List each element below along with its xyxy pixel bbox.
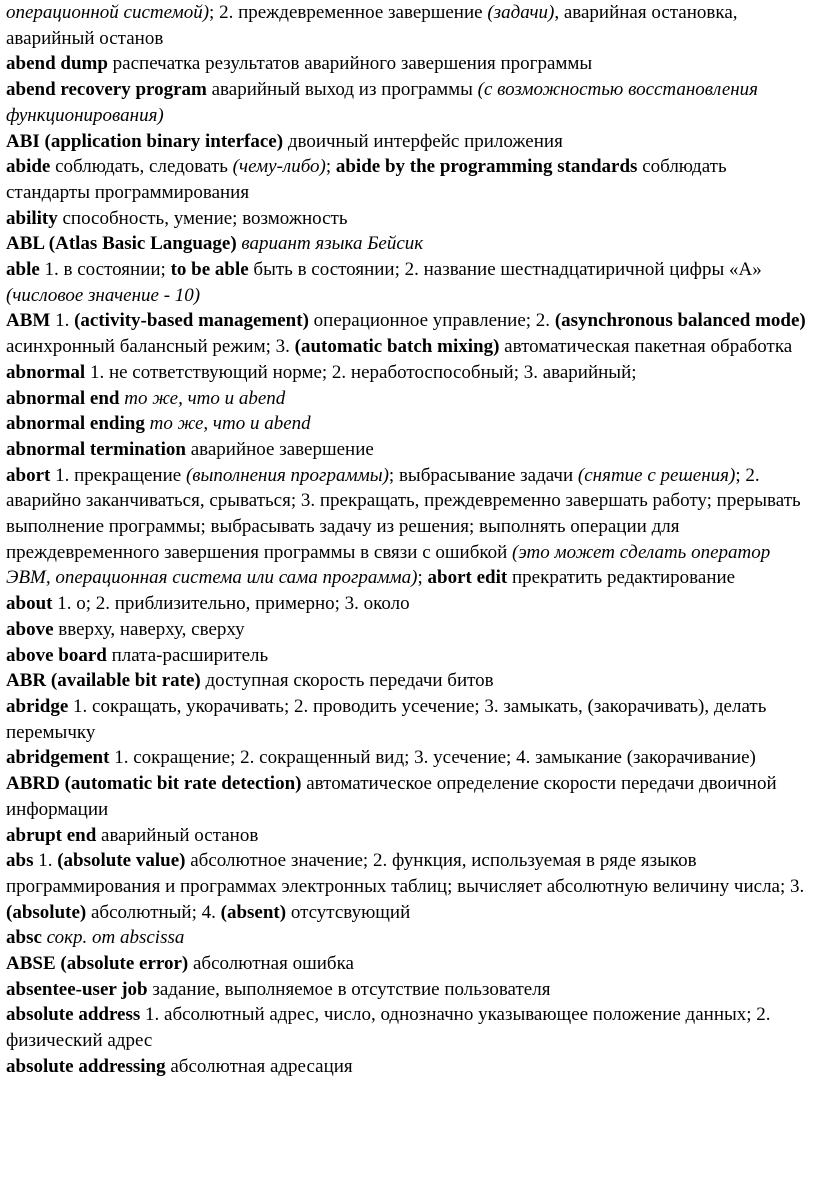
entry-term: abide — [6, 156, 51, 178]
dictionary-entry — [6, 308, 810, 359]
entry-definition: доступная скорость передачи битов — [200, 670, 494, 692]
entry-term: (absent) — [220, 901, 287, 923]
entry-note: (задачи) — [487, 2, 555, 23]
entry-term: (automatic batch mixing) — [294, 336, 500, 358]
entry-note: (числовое значение - 10) — [6, 284, 201, 306]
entry-term: ABI (application binary interface) — [6, 130, 284, 152]
entry-note: операционной системой) — [6, 2, 210, 23]
entry-term: abnormal end — [6, 387, 120, 409]
dictionary-entry — [6, 386, 810, 412]
entry-definition: , аварийная остановка, аварийный останов — [6, 2, 738, 49]
entry-definition: ; 2. аварийно заканчиваться, срываться; 3. прекращать, преждевременно завершать работу; прерывать выполнение программы; выбрасывать задачу из решения; выполнять операции для преждевременного завершения программы в связи с ошибкой — [6, 464, 801, 563]
entry-definition: абсолютный; 4. — [86, 901, 221, 923]
entry-term: to be able — [170, 259, 249, 281]
entry-note: вариант языка Бейсик — [241, 233, 424, 255]
entry-definition: 1. прекращение — [50, 464, 186, 486]
entry-term: absentee-user job — [6, 978, 148, 1000]
entry-definition: вверху, наверху, сверху — [53, 618, 245, 640]
dictionary-entry — [6, 694, 810, 745]
entry-term: above — [6, 618, 54, 640]
entry-note: (выполнения программы) — [185, 464, 389, 486]
dictionary-entry — [6, 77, 810, 128]
entry-definition: 1. — [50, 310, 75, 332]
entry-definition: операционное управление; 2. — [308, 310, 555, 332]
entry-term: (absolute) — [6, 901, 87, 923]
entry-term: abridgement — [6, 747, 110, 769]
entry-definition: плата-расширитель — [106, 644, 269, 666]
entry-term: able — [6, 259, 40, 281]
entry-term: absc — [6, 927, 42, 949]
entry-definition: асинхронный балансный режим; 3. — [6, 336, 295, 358]
entry-definition: ; — [417, 567, 428, 589]
entry-term: ABSE (absolute error) — [6, 953, 189, 975]
dictionary-entry — [6, 643, 810, 669]
entry-term: abort edit — [427, 567, 508, 589]
dictionary-entry — [6, 1054, 810, 1080]
entry-definition: абсолютная адресация — [165, 1055, 353, 1077]
entry-definition: ; — [325, 156, 336, 178]
entry-definition: автоматическое определение скорости передачи двоичной информации — [6, 773, 777, 820]
dictionary-entry — [6, 257, 810, 308]
entry-definition: ; выбрасывание задачи — [388, 464, 578, 486]
entry-term: ABR (available bit rate) — [6, 670, 201, 692]
dictionary-entry — [6, 771, 810, 822]
dictionary-entry — [6, 745, 810, 771]
entry-definition: 1. абсолютный адрес, число, однозначно указывающее положение данных; 2. физический адрес — [6, 1004, 771, 1052]
entry-definition: аварийный выход из программы — [206, 79, 478, 101]
dictionary-entry — [6, 617, 810, 643]
dictionary-entry — [6, 925, 810, 951]
entry-definition: быть в состоянии; 2. название шестнадцатиричной цифры «А» — [248, 259, 762, 281]
entry-term: about — [6, 593, 53, 615]
entry-term: abridge — [6, 695, 69, 717]
entry-definition: прекратить редактирование — [507, 567, 736, 589]
entry-term: abnormal ending — [6, 413, 145, 435]
entry-definition: ; 2. преждевременное завершение — [209, 2, 488, 23]
dictionary-entry — [6, 437, 810, 463]
dictionary-entry — [6, 411, 810, 437]
entry-definition: соблюдать стандарты программирования — [6, 156, 727, 203]
entry-note: сокр. от abscissa — [46, 927, 185, 949]
entry-definition: способность, умение; возможность — [57, 207, 348, 229]
entry-definition: 1. сокращение; 2. сокращенный вид; 3. усечение; 4. замыкание (закорачивание) — [109, 747, 756, 769]
entry-term: absolute addressing — [6, 1055, 166, 1077]
entry-term: ability — [6, 207, 58, 229]
entry-term: above board — [6, 644, 107, 666]
entry-definition: 1. о; 2. приблизительно, примерно; 3. около — [52, 593, 410, 615]
entry-term: abs — [6, 850, 34, 872]
entry-definition: аварийное завершение — [185, 438, 374, 460]
entry-note: (снятие с решения) — [577, 464, 736, 486]
dictionary-entry — [6, 231, 810, 257]
dictionary-entry — [6, 463, 810, 592]
entry-term: ABRD (automatic bit rate detection) — [6, 773, 302, 795]
dictionary-entry — [6, 0, 810, 51]
entry-term: abort — [6, 464, 51, 486]
entry-note: то же, что и abend — [149, 413, 311, 435]
entry-term: absolute address — [6, 1004, 141, 1026]
entry-term: abend dump — [6, 53, 108, 75]
entry-term: abend recovery program — [6, 79, 207, 101]
dictionary-entry — [6, 154, 810, 205]
entry-term: ABL (Atlas Basic Language) — [6, 233, 237, 255]
dictionary-entry — [6, 668, 810, 694]
dictionary-entry — [6, 591, 810, 617]
entry-definition: 1. — [33, 850, 58, 872]
dictionary-entry — [6, 977, 810, 1003]
dictionary-entry — [6, 848, 810, 925]
entry-note: то же, что и abend — [124, 387, 286, 409]
dictionary-entry — [6, 823, 810, 849]
entry-note: (с возможностью восстановления функционирования) — [6, 79, 759, 126]
entry-definition: абсолютная ошибка — [188, 953, 354, 975]
dictionary-entry — [6, 51, 810, 77]
entry-term: ABM — [6, 310, 51, 332]
dictionary-entry — [6, 1002, 810, 1053]
entry-term: abrupt end — [6, 824, 97, 846]
entry-definition: абсолютное значение; 2. функция, используемая в ряде языков программирования и программах электронных таблиц; вычисляет абсолютную величину числа; 3. — [6, 850, 805, 897]
entry-definition: отсутсвующий — [286, 901, 411, 923]
entry-definition: распечатка результатов аварийного завершения программы — [107, 53, 593, 75]
entry-term: abnormal — [6, 361, 86, 383]
entry-term: (activity-based management) — [74, 310, 309, 332]
entry-definition: автоматическая пакетная обработка — [499, 336, 793, 358]
entry-note: (это может сделать оператор ЭВМ, операционная система или сама программа) — [6, 541, 771, 589]
entry-term: abnormal termination — [6, 438, 186, 460]
entry-definition: 1. сокращать, укорачивать; 2. проводить усечение; 3. замыкать, (закорачивать), делать перемычку — [6, 695, 767, 743]
entry-definition: 1. не сответствующий норме; 2. неработоспособный; 3. аварийный; — [85, 361, 637, 383]
dictionary-entry — [6, 206, 810, 232]
dictionary-entry — [6, 951, 810, 977]
entry-definition: 1. в состоянии; — [39, 259, 171, 281]
entry-term: (absolute value) — [57, 850, 186, 872]
entry-term: (asynchronous balanced mode) — [554, 310, 806, 332]
entry-definition: соблюдать, следовать — [50, 156, 233, 178]
entry-note: (чему-либо) — [232, 156, 326, 178]
dictionary-entry — [6, 360, 810, 386]
entry-definition: задание, выполняемое в отсутствие пользователя — [147, 978, 551, 1000]
entry-term: abide by the programming standards — [335, 156, 638, 178]
entry-definition: аварийный останов — [96, 824, 259, 846]
dictionary-entry — [6, 129, 810, 155]
entry-definition: двоичный интерфейс приложения — [283, 130, 563, 152]
